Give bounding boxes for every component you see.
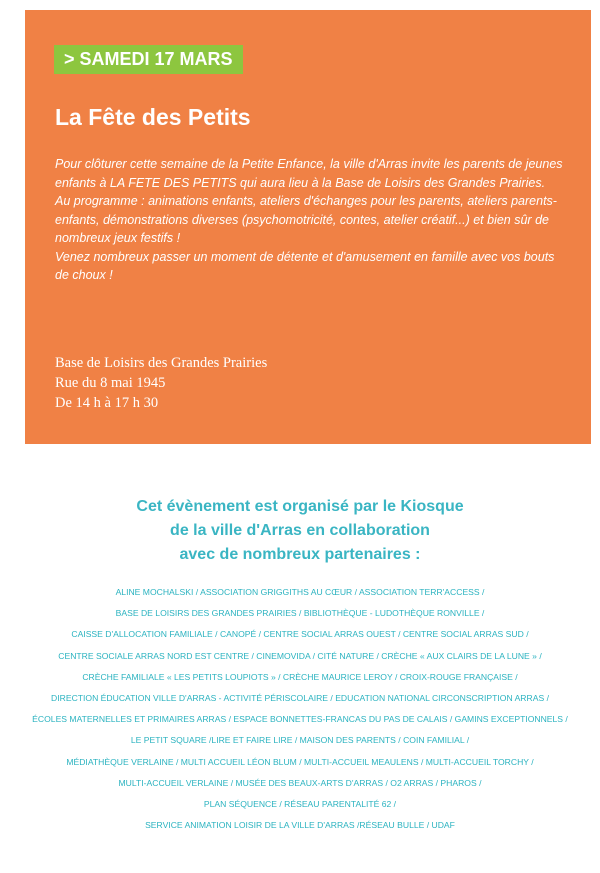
- location-line: De 14 h à 17 h 30: [55, 395, 159, 411]
- location-line: Rue du 8 mai 1945: [55, 375, 166, 391]
- description-paragraph: Au programme : animations enfants, ateliers d'échanges pour les parents, ateliers parents-enfants, démonstrations diverses (psychomotricité, contes, atelier créatif...) et bien sûr de nombreux jeux festifs !: [55, 194, 557, 245]
- event-card: [25, 10, 591, 444]
- location-line: Base de Loisirs des Grandes Prairies: [55, 355, 268, 371]
- partners-line: MÉDIATHÈQUE VERLAINE / MULTI ACCUEIL LÉON BLUM / MULTI-ACCUEIL MEAULENS / MULTI-ACCUEIL TORCHY /: [66, 756, 534, 767]
- organizer-line: Cet évènement est organisé par le Kiosque: [136, 498, 464, 515]
- event-title: La Fête des Petits: [55, 104, 251, 130]
- partners-line: CAISSE D'ALLOCATION FAMILIALE / CANOPÉ / CENTRE SOCIAL ARRAS OUEST / CENTRE SOCIAL ARRAS SUD /: [71, 629, 529, 640]
- partners-line: LE PETIT SQUARE /LIRE ET FAIRE LIRE / MAISON DES PARENTS / COIN FAMILIAL /: [130, 735, 470, 746]
- partners-line: SERVICE ANIMATION LOISIR DE LA VILLE D'ARRAS /RÉSEAU BULLE / UDAF: [145, 820, 455, 831]
- partners-line: PLAN SÉQUENCE / RÉSEAU PARENTALITÉ 62 /: [203, 799, 397, 810]
- organizer-line: de la ville d'Arras en collaboration: [170, 522, 430, 539]
- event-location: [55, 353, 267, 413]
- partners-line: BASE DE LOISIRS DES GRANDES PRAIRIES / BIBLIOTHÈQUE - LUDOTHÈQUE RONVILLE /: [115, 608, 485, 619]
- partners-line: ÉCOLES MATERNELLES ET PRIMAIRES ARRAS / ESPACE BONNETTES-FRANCAS DU PAS DE CALAIS / GAMINS EXCEPTIONNELS /: [32, 714, 568, 725]
- description-paragraph: Pour clôturer cette semaine de la Petite Enfance, la ville d'Arras invite les parents de jeunes enfants à LA FETE DES PETITS qui aura lieu à la Base de Loisirs des Grandes Prairies.: [55, 157, 563, 190]
- partners-line: DIRECTION ÉDUCATION VILLE D'ARRAS - ACTIVITÉ PÉRISCOLAIRE / EDUCATION NATIONAL CIRCONSCRIPTION ARRAS /: [51, 693, 549, 704]
- date-tag: > SAMEDI 17 MARS: [54, 45, 243, 74]
- partners-line: ALINE MOCHALSKI / ASSOCIATION GRIGGITHS AU CŒUR / ASSOCIATION TERR'ACCESS /: [115, 587, 485, 597]
- partners-line: CRÈCHE FAMILIALE « LES PETITS LOUPIOTS » / CRÈCHE MAURICE LEROY / CROIX-ROUGE FRANÇAISE /: [82, 671, 518, 682]
- partners-list: [10, 582, 590, 836]
- partners-line: MULTI-ACCUEIL VERLAINE / MUSÉE DES BEAUX-ARTS D'ARRAS / O2 ARRAS / PHAROS /: [118, 777, 482, 788]
- description-paragraph: Venez nombreux passer un moment de détente et d'amusement en famille avec vos bouts de choux !: [55, 249, 555, 282]
- organizer-line: avec de nombreux partenaires :: [179, 546, 421, 563]
- event-description: [55, 155, 571, 285]
- organizer-statement: [0, 495, 600, 567]
- partners-line: CENTRE SOCIALE ARRAS NORD EST CENTRE / CINEMOVIDA / CITÉ NATURE / CRÈCHE « AUX CLAIRS DE LA LUNE » /: [58, 650, 542, 661]
